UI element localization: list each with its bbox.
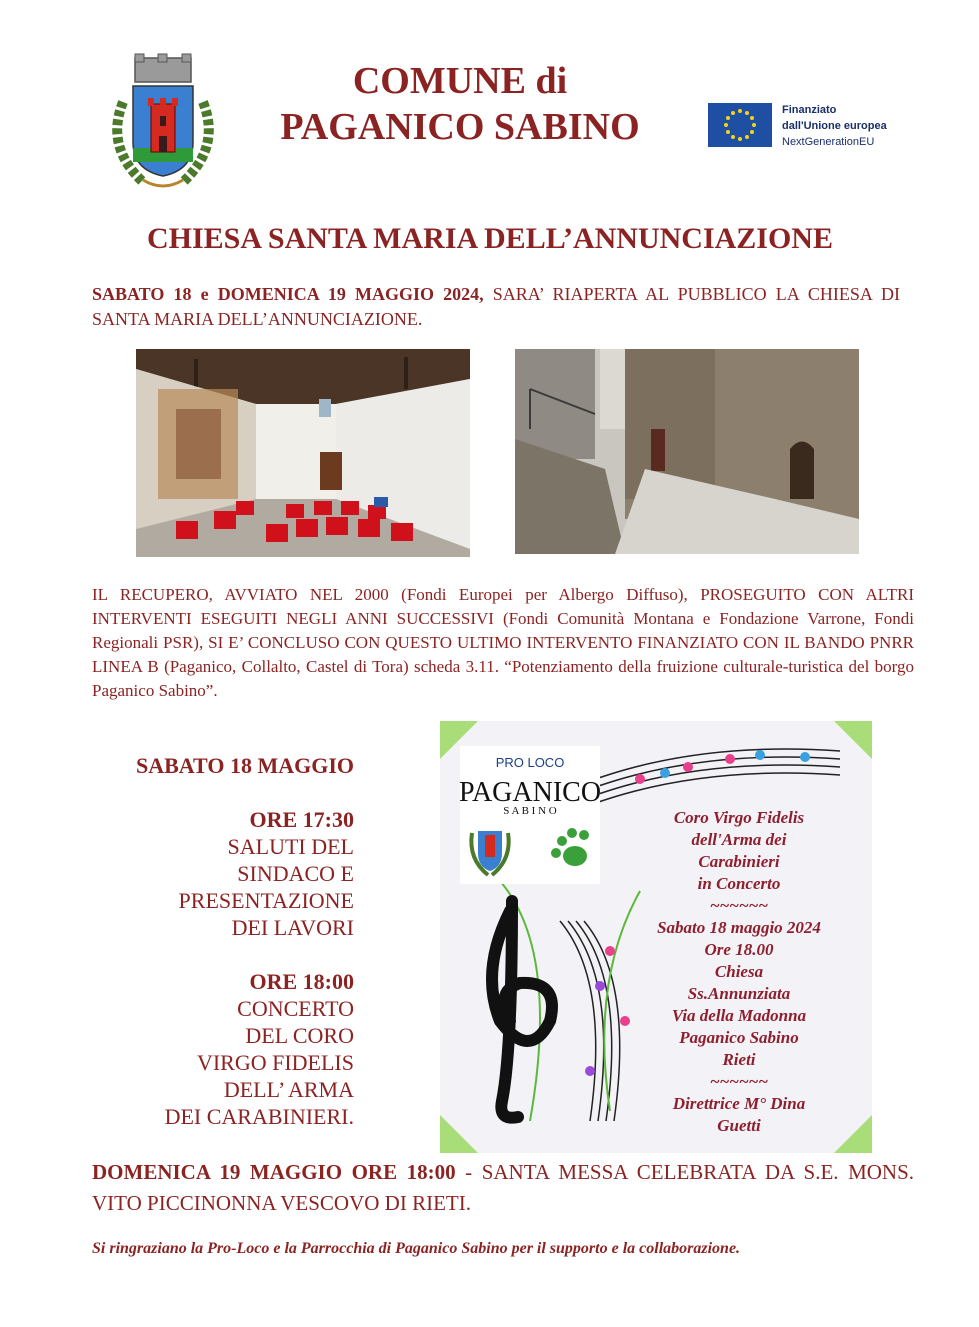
saturday-schedule [92, 752, 354, 1130]
poster-line: Chiesa [714, 962, 764, 981]
thanks-note: Si ringraziano la Pro-Loco e la Parrocchia di Paganico Sabino per il supporto e la collaborazione. [92, 1240, 741, 1257]
sunday-date-time: DOMENICA 19 MAGGIO ORE 18:00 [92, 1160, 456, 1184]
schedule-desc-1-line-3: PRESENTAZIONE [178, 888, 354, 913]
eu-flag-icon [708, 103, 772, 147]
proloco-small-text: PRO LOCO [495, 755, 565, 770]
proloco-sub-text: S A B I N O [503, 805, 557, 817]
sunday-rest: - SANTA MESSA CELEBRATA DA S.E. MONS. VITO PICCINONNA VESCOVO DI RIETI. [92, 1160, 914, 1215]
proloco-big-text: PAGANICO [458, 777, 602, 808]
poster-line: Ss.Annunziata [687, 984, 791, 1003]
eu-line-2: dall'Unione europea [782, 120, 887, 132]
schedule-desc-1-line-1: SALUTI DEL [227, 834, 354, 859]
intro-rest: SARA’ RIAPERTA AL PUBBLICO LA CHIESA DI SANTA MARIA DELL’ANNUNCIAZIONE. [92, 284, 900, 329]
poster-line: ~~~~~~ [709, 896, 769, 915]
poster-line: Rieti [722, 1050, 756, 1069]
schedule-time-1: ORE 17:30 [249, 807, 354, 832]
poster-line: Coro Virgo Fidelis [673, 808, 805, 827]
schedule-day: SABATO 18 MAGGIO [136, 753, 354, 778]
restoration-paragraph: IL RECUPERO, AVVIATO NEL 2000 (Fondi Europei per Albergo Diffuso), PROSEGUITO CON ALTRI INTERVENTI ESEGUITI NEGLI ANNI SUCCESSIVI (Fondi Comunità Montana e Fondazione Varrone, Fondi Regionali PSR), SI E’ CONCLUSO CON QUESTO ULTIMO INTERVENTO FINANZIATO CON IL BANDO PNRR LINEA B (Paganico, Collalto, Castel di Tora) scheda 3.11. “Potenziamento della fruizione culturale-turistica del borgo Paganico Sabino”. [92, 585, 914, 700]
schedule-desc-2-line-1: CONCERTO [237, 996, 354, 1021]
concert-poster [440, 721, 872, 1153]
schedule-desc-1-line-2: SINDACO E [237, 861, 354, 886]
schedule-desc-2-line-5: DEI CARABINIERI. [164, 1104, 354, 1129]
church-interior-photo [136, 349, 470, 557]
schedule-desc-2-line-2: DEL CORO [245, 1023, 354, 1048]
poster-line: Via della Madonna [671, 1006, 807, 1025]
page-title [260, 58, 660, 150]
poster-line: Direttrice M° Dina [672, 1094, 806, 1113]
church-exterior-photo [515, 349, 859, 554]
schedule-desc-2-line-3: VIRGO FIDELIS [196, 1050, 354, 1075]
poster-line: Sabato 18 maggio 2024 [657, 918, 821, 937]
schedule-desc-1-line-4: DEI LAVORI [231, 915, 354, 940]
poster-line: Carabinieri [698, 852, 780, 871]
schedule-time-2: ORE 18:00 [249, 969, 354, 994]
eu-funding-badge [708, 100, 898, 152]
title-line-1: COMUNE di [352, 60, 568, 102]
poster-line: Paganico Sabino [679, 1028, 799, 1047]
title-line-2: PAGANICO SABINO [280, 106, 640, 148]
poster-line: ~~~~~~ [709, 1072, 769, 1091]
eu-line-3: NextGenerationEU [782, 136, 875, 148]
intro-dates: SABATO 18 e DOMENICA 19 MAGGIO 2024, [92, 284, 484, 304]
poster-line: Guetti [717, 1116, 761, 1135]
poster-line: dell'Arma dei [691, 830, 787, 849]
schedule-desc-2-line-4: DELL’ ARMA [223, 1077, 354, 1102]
municipal-crest-logo [103, 52, 223, 197]
poster-concert-text [608, 807, 870, 1137]
church-title: CHIESA SANTA MARIA DELL’ANNUNCIAZIONE [147, 222, 833, 255]
intro-paragraph [92, 282, 900, 332]
eu-funding-text [782, 102, 887, 150]
eu-line-1: Finanziato [782, 104, 837, 116]
poster-line: in Concerto [697, 874, 781, 893]
sunday-mass-paragraph [92, 1157, 914, 1219]
poster-line: Ore 18.00 [704, 940, 774, 959]
